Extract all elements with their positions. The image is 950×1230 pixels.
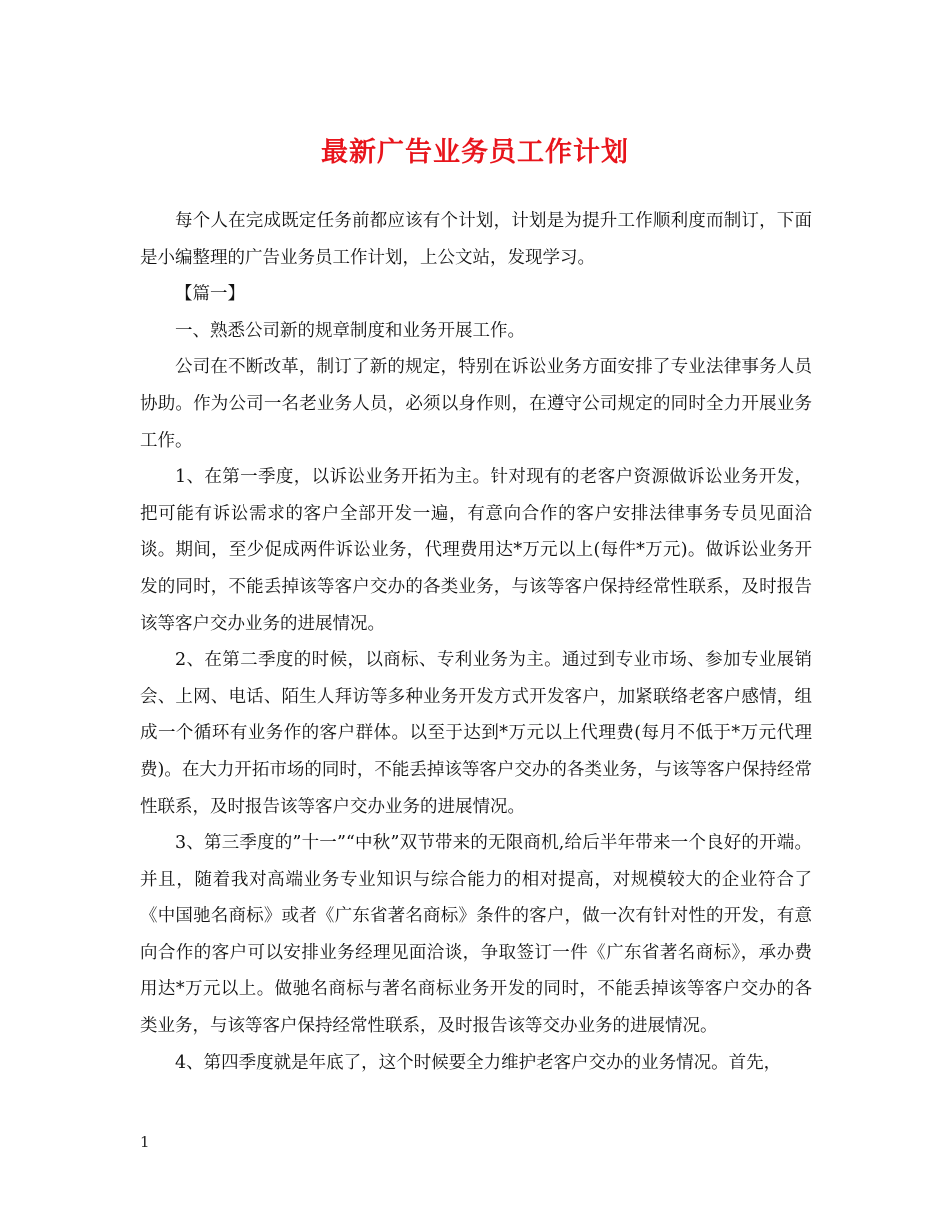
paragraph-section-heading: 【篇一】	[175, 284, 245, 305]
page-number: 1	[140, 1133, 150, 1151]
paragraph-quarter-4: 4、第四季度就是年底了，这个时候要全力维护老客户交办的业务情况。首先，	[175, 1052, 782, 1073]
paragraph-quarter-1: 1、在第一季度，以诉讼业务开拓为主。针对现有的老客户资源做诉讼业务开发，把可能有诉讼需求的客户全部开发一遍，有意向合作的客户安排法律事务专员见面洽谈。期间，至少促成两件诉讼业务，代理费用达*万元以上(每件*万元)。做诉讼业务开发的同时，不能丢掉该等客户交办的各类业务，与该等客户保持经常性联系，及时报告该等客户交办业务的进展情况。	[140, 467, 812, 634]
paragraph-company-rules: 公司在不断改革，制订了新的规定，特别在诉讼业务方面安排了专业法律事务人员协助。作为公司一名老业务人员，必须以身作则，在遵守公司规定的同时全力开展业务工作。	[140, 357, 812, 451]
paragraph-intro: 每个人在完成既定任务前都应该有个计划，计划是为提升工作顺利度而制订，下面是小编整理的广告业务员工作计划，上公文站，发现学习。	[140, 211, 812, 268]
document-title: 最新广告业务员工作计划	[321, 137, 629, 168]
paragraph-quarter-3: 3、第三季度的”十一”“中秋”双节带来的无限商机,给后半年带来一个良好的开端。并且，随着我对高端业务专业知识与综合能力的相对提高，对规模较大的企业符合了《中国驰名商标》或者《广东省著名商标》条件的客户，做一次有针对性的开发，有意向合作的客户可以安排业务经理见面洽谈，争取签订一件《广东省著名商标》，承办费用达*万元以上。做驰名商标与著名商标业务开发的同时，不能丢掉该等客户交办的各类业务，与该等客户保持经常性联系，及时报告该等交办业务的进展情况。	[140, 833, 812, 1037]
paragraph-item-heading: 一、熟悉公司新的规章制度和业务开展工作。	[175, 320, 525, 341]
document-body	[140, 203, 812, 1081]
paragraph-quarter-2: 2、在第二季度的时候，以商标、专利业务为主。通过到专业市场、参加专业展销会、上网、电话、陌生人拜访等多种业务开发方式开发客户，加紧联络老客户感情，组成一个循环有业务作的客户群体。以至于达到*万元以上代理费(每月不低于*万元代理费)。在大力开拓市场的同时，不能丢掉该等客户交办的各类业务，与该等客户保持经常性联系，及时报告该等客户交办业务的进展情况。	[140, 650, 812, 817]
